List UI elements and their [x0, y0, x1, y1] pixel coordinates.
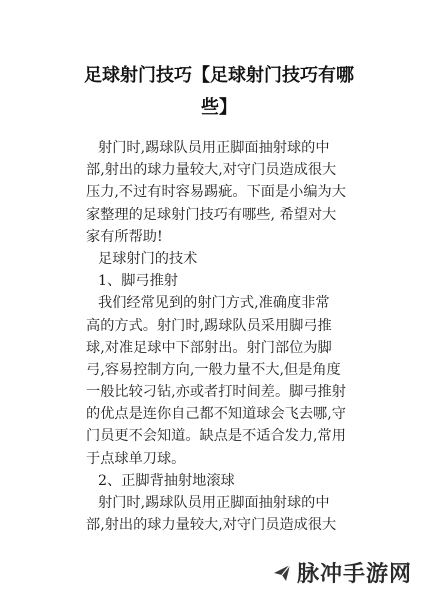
paragraph-line: 弓,容易控制方向,一般力量不大,但是角度	[86, 361, 341, 378]
watermark	[271, 557, 412, 588]
paragraph-line: 的优点是连你自己都不知道球会飞去哪,守	[86, 406, 346, 423]
paragraph-line: 部,射出的球力量较大,对守门员造成很大	[86, 517, 337, 534]
section-heading: 足球射门的技术	[98, 250, 198, 267]
watermark-text: 脉冲手游网	[296, 562, 412, 587]
paragraph-line: 家整理的足球射门技巧有哪些, 希望对大	[86, 206, 337, 223]
subsection-heading: 1、脚弓推射	[98, 273, 178, 290]
paragraph-line: 部,射出的球力量较大,对守门员造成很大	[86, 162, 337, 179]
paragraph-line: 球,对准足球中下部射出。射门部位为脚	[86, 339, 332, 356]
paragraph-line: 门员更不会知道。缺点是不适合发力,常用	[86, 428, 346, 445]
document-body	[86, 137, 362, 536]
paragraph-line: 于点球单刀球。	[86, 450, 186, 467]
title-line: 足球射门技巧【足球射门技巧有哪	[84, 65, 354, 86]
subsection-heading: 2、正脚背抽射地滚球	[98, 472, 235, 489]
paragraph-line: 射门时,踢球队员用正脚面抽射球的中	[98, 140, 330, 156]
paragraph-line: 我们经常见到的射门方式,准确度非常	[98, 295, 330, 312]
paragraph-line: 射门时,踢球队员用正脚面抽射球的中	[98, 495, 330, 511]
title-line: 些】	[201, 97, 237, 118]
document-title	[54, 60, 384, 124]
paragraph-line: 高的方式。射门时,踢球队员采用脚弓推	[86, 317, 332, 334]
paragraph-line: 一般比较刁钻,亦或者打时间差。脚弓推射	[86, 384, 346, 401]
paragraph-line: 家有所帮助!	[86, 228, 163, 245]
paragraph-line: 压力,不过有时容易踢疵。下面是小编为大	[86, 184, 346, 201]
arrow-icon	[271, 562, 293, 584]
